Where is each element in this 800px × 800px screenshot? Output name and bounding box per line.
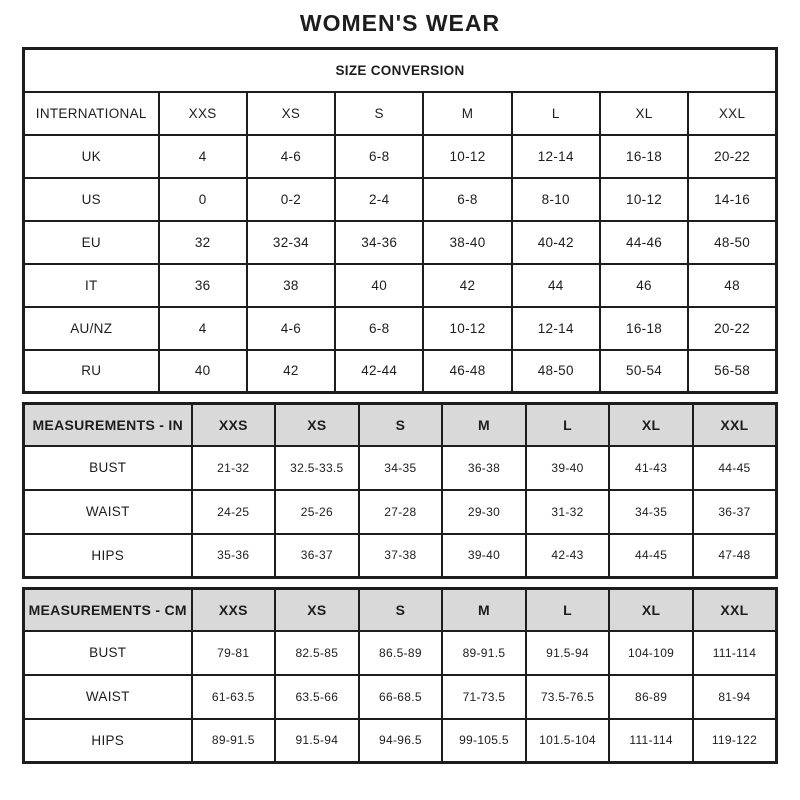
table-row-waist-cm [24, 675, 777, 719]
cell: 4-6 [247, 135, 335, 178]
row-label: HIPS [24, 719, 192, 763]
cell: 50-54 [600, 350, 688, 393]
header-cell-size: S [359, 404, 443, 446]
header-cell-size: XXL [688, 92, 776, 135]
row-label: WAIST [24, 675, 192, 719]
cell: 20-22 [688, 135, 776, 178]
cell: 46-48 [423, 350, 511, 393]
cell: 48 [688, 264, 776, 307]
cell: 91.5-94 [526, 631, 610, 675]
header-cell-size: XXS [159, 92, 247, 135]
cell: 36-37 [275, 534, 359, 578]
cell: 38 [247, 264, 335, 307]
header-cell-size: L [512, 92, 600, 135]
cell: 6-8 [335, 135, 423, 178]
cell: 111-114 [693, 631, 777, 675]
cell: 32-34 [247, 221, 335, 264]
cell: 40 [335, 264, 423, 307]
header-cell-size: XXS [192, 589, 276, 631]
cell: 10-12 [600, 178, 688, 221]
cell: 8-10 [512, 178, 600, 221]
header-cell-size: XL [609, 404, 693, 446]
cell: 36 [159, 264, 247, 307]
header-cell-size: L [526, 404, 610, 446]
cell: 44 [512, 264, 600, 307]
cell: 24-25 [192, 490, 276, 534]
cell: 12-14 [512, 307, 600, 350]
header-cell-size: M [442, 589, 526, 631]
cell: 44-45 [609, 534, 693, 578]
cell: 41-43 [609, 446, 693, 490]
header-cell-size: XL [609, 589, 693, 631]
cell: 91.5-94 [275, 719, 359, 763]
cell: 29-30 [442, 490, 526, 534]
cell: 82.5-85 [275, 631, 359, 675]
cell: 6-8 [423, 178, 511, 221]
table-row-aunz [24, 307, 777, 350]
row-label: RU [24, 350, 159, 393]
cell: 71-73.5 [442, 675, 526, 719]
header-cell-size: M [442, 404, 526, 446]
header-cell-size: L [526, 589, 610, 631]
cell: 63.5-66 [275, 675, 359, 719]
cell: 73.5-76.5 [526, 675, 610, 719]
header-cell-size: XS [247, 92, 335, 135]
table-row-eu [24, 221, 777, 264]
row-label: US [24, 178, 159, 221]
cell: 89-91.5 [442, 631, 526, 675]
cell: 34-35 [609, 490, 693, 534]
measurements-in-table [22, 402, 778, 579]
cell: 16-18 [600, 135, 688, 178]
cell: 4 [159, 307, 247, 350]
cell: 31-32 [526, 490, 610, 534]
table-row-hips-in [24, 534, 777, 578]
table-row-us [24, 178, 777, 221]
row-label: AU/NZ [24, 307, 159, 350]
cell: 16-18 [600, 307, 688, 350]
cell: 34-35 [359, 446, 443, 490]
cell: 36-38 [442, 446, 526, 490]
cell: 35-36 [192, 534, 276, 578]
cell: 101.5-104 [526, 719, 610, 763]
row-label: EU [24, 221, 159, 264]
cell: 21-32 [192, 446, 276, 490]
cell: 47-48 [693, 534, 777, 578]
row-label: BUST [24, 446, 192, 490]
cell: 0 [159, 178, 247, 221]
measurements-in-header-row [24, 404, 777, 446]
cell: 86.5-89 [359, 631, 443, 675]
cell: 39-40 [442, 534, 526, 578]
row-label: UK [24, 135, 159, 178]
table-row-bust-cm [24, 631, 777, 675]
table-row-it [24, 264, 777, 307]
cell: 79-81 [192, 631, 276, 675]
cell: 104-109 [609, 631, 693, 675]
cell: 94-96.5 [359, 719, 443, 763]
cell: 4 [159, 135, 247, 178]
size-conversion-title: SIZE CONVERSION [24, 49, 777, 92]
cell: 40-42 [512, 221, 600, 264]
cell: 99-105.5 [442, 719, 526, 763]
cell: 2-4 [335, 178, 423, 221]
measurements-cm-header-row [24, 589, 777, 631]
header-cell-international: INTERNATIONAL [24, 92, 159, 135]
row-label: IT [24, 264, 159, 307]
header-cell-size: S [359, 589, 443, 631]
cell: 46 [600, 264, 688, 307]
row-label: WAIST [24, 490, 192, 534]
cell: 32.5-33.5 [275, 446, 359, 490]
header-cell-size: XS [275, 404, 359, 446]
row-label: HIPS [24, 534, 192, 578]
cell: 34-36 [335, 221, 423, 264]
table-row-waist-in [24, 490, 777, 534]
size-conversion-title-row [24, 49, 777, 92]
row-label: BUST [24, 631, 192, 675]
cell: 119-122 [693, 719, 777, 763]
size-conversion-table [22, 47, 778, 394]
header-cell-size: M [423, 92, 511, 135]
measurements-in-title: MEASUREMENTS - IN [24, 404, 192, 446]
cell: 36-37 [693, 490, 777, 534]
header-cell-size: XXL [693, 589, 777, 631]
cell: 42 [247, 350, 335, 393]
cell: 12-14 [512, 135, 600, 178]
cell: 48-50 [688, 221, 776, 264]
cell: 10-12 [423, 135, 511, 178]
cell: 40 [159, 350, 247, 393]
page-title: WOMEN'S WEAR [299, 10, 501, 36]
cell: 42-44 [335, 350, 423, 393]
cell: 32 [159, 221, 247, 264]
table-row-bust-in [24, 446, 777, 490]
cell: 27-28 [359, 490, 443, 534]
cell: 61-63.5 [192, 675, 276, 719]
cell: 111-114 [609, 719, 693, 763]
measurements-cm-table [22, 587, 778, 764]
table-row-hips-cm [24, 719, 777, 763]
cell: 14-16 [688, 178, 776, 221]
cell: 25-26 [275, 490, 359, 534]
cell: 89-91.5 [192, 719, 276, 763]
cell: 6-8 [335, 307, 423, 350]
header-cell-size: XXL [693, 404, 777, 446]
table-row-uk [24, 135, 777, 178]
table-row-ru [24, 350, 777, 393]
cell: 48-50 [512, 350, 600, 393]
header-cell-size: XS [275, 589, 359, 631]
cell: 42-43 [526, 534, 610, 578]
size-conversion-header-row [24, 92, 777, 135]
cell: 66-68.5 [359, 675, 443, 719]
cell: 38-40 [423, 221, 511, 264]
cell: 56-58 [688, 350, 776, 393]
cell: 44-45 [693, 446, 777, 490]
measurements-cm-title: MEASUREMENTS - CM [24, 589, 192, 631]
header-cell-size: S [335, 92, 423, 135]
cell: 81-94 [693, 675, 777, 719]
cell: 20-22 [688, 307, 776, 350]
cell: 42 [423, 264, 511, 307]
cell: 0-2 [247, 178, 335, 221]
cell: 86-89 [609, 675, 693, 719]
cell: 4-6 [247, 307, 335, 350]
cell: 44-46 [600, 221, 688, 264]
header-cell-size: XL [600, 92, 688, 135]
cell: 39-40 [526, 446, 610, 490]
cell: 10-12 [423, 307, 511, 350]
header-cell-size: XXS [192, 404, 276, 446]
cell: 37-38 [359, 534, 443, 578]
